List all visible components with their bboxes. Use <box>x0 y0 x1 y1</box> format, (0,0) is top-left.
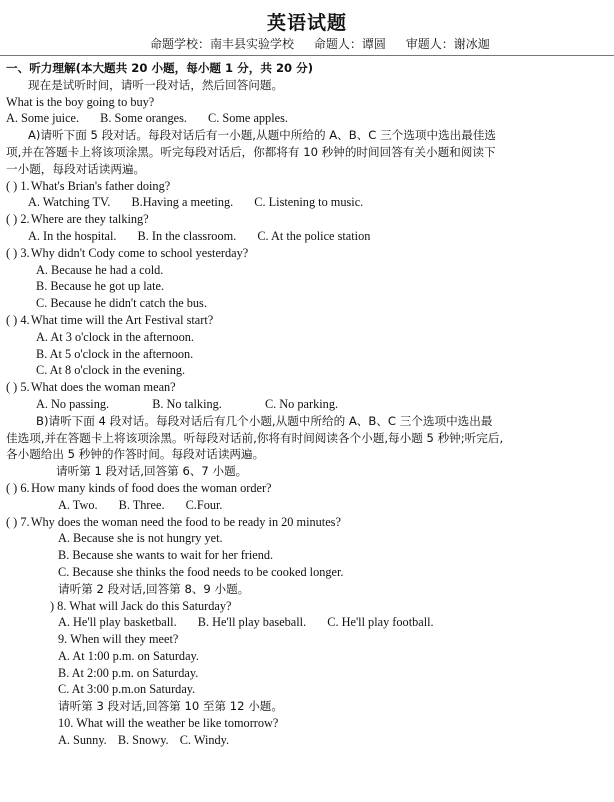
option: B.Having a meeting. <box>131 195 234 210</box>
option: A. At 3 o'clock in the afternoon. <box>36 329 194 344</box>
question-number: ( ) 5. <box>6 380 30 395</box>
question-text: What will Jack do this Saturday? <box>69 598 232 613</box>
part-a-instructions: 一小题，每段对话读两遍。 <box>6 161 146 176</box>
question <box>6 715 610 732</box>
section-heading: 一、听力理解(本大题共 20 小题，每小题 1 分，共 20 分) <box>6 61 314 75</box>
option: B. Snowy. <box>117 732 169 747</box>
option: C. Windy. <box>179 732 230 747</box>
question <box>6 379 610 396</box>
part-a-instructions: 项,并在答题卡上将该项涂黑。听完每段对话后，你都将有 10 秒钟的时间回答有关小题和阅读下 <box>6 144 496 159</box>
option: B. In the classroom. <box>137 228 237 243</box>
option: C. Because she thinks the food needs to be cooked longer. <box>58 564 344 579</box>
option: C. At the police station <box>257 228 371 243</box>
option: B. No talking. <box>152 396 222 411</box>
question-number: ( ) 4. <box>6 312 30 327</box>
option: C. Some apples. <box>208 111 288 126</box>
option: B. Some oranges. <box>100 111 187 126</box>
author-label: 命题人：谭圆 <box>313 37 386 51</box>
option: B. Because he got up late. <box>36 279 165 294</box>
question-text: What time will the Art Festival start? <box>30 312 214 327</box>
options <box>6 732 610 749</box>
question-number: ( ) 2. <box>6 212 30 227</box>
question <box>6 245 610 262</box>
question <box>6 514 610 531</box>
option: A. Some juice. <box>6 111 80 126</box>
question-number: 10. <box>58 716 74 731</box>
options <box>6 228 610 245</box>
option: B. He'll play baseball. <box>197 615 307 630</box>
option: A. In the hospital. <box>28 228 117 243</box>
question-text: What's Brian's father doing? <box>30 178 171 193</box>
page-title: 英语试题 <box>266 12 347 34</box>
option: B. At 2:00 p.m. on Saturday. <box>58 665 199 680</box>
section-intro: 现在是试听时间，请听一段对话，然后回答问题。 <box>28 77 284 92</box>
dialog-instruction: 请听第 1 段对话,回答第 6、7 小题。 <box>56 464 248 479</box>
exam-meta <box>150 35 506 52</box>
part-b-instructions: 佳选项,并在答题卡上将该项涂黑。听每段对话前,你将有时间阅读各个小题,每小题 5 秒钟;听完后, <box>6 430 504 445</box>
option: B. Three. <box>118 497 165 512</box>
header-divider <box>0 55 614 56</box>
question-text: When will they meet? <box>70 632 179 647</box>
option: A. No passing. <box>36 396 110 411</box>
question-text: What will the weather be like tomorrow? <box>76 716 279 731</box>
sample-options <box>6 110 610 127</box>
options <box>6 614 610 631</box>
part-b-instructions: 各小题给出 5 秒钟的作答时间。每段对话读两遍。 <box>6 447 265 462</box>
question <box>6 211 610 228</box>
option: A. At 1:00 p.m. on Saturday. <box>58 648 199 663</box>
option: B. Because she wants to wait for her friend. <box>58 548 274 563</box>
option: C. At 8 o'clock in the evening. <box>36 363 186 378</box>
dialog-instruction: 请听第 2 段对话,回答第 8、9 小题。 <box>58 581 250 596</box>
reviewer-label: 审题人：谢冰迦 <box>405 37 490 51</box>
question <box>6 598 610 615</box>
option: A. Because she is not hungry yet. <box>58 531 223 546</box>
option: C. He'll play football. <box>327 615 434 630</box>
question-number: ) 8. <box>50 598 67 613</box>
question-number: ( ) 6. <box>6 480 30 495</box>
question-text: What does the woman mean? <box>30 380 176 395</box>
options <box>6 194 610 211</box>
option: A. Because he had a cold. <box>36 262 164 277</box>
school-label: 命题学校：南丰县实验学校 <box>150 37 295 51</box>
question-text: How many kinds of food does the woman order? <box>31 480 272 495</box>
part-b-instructions: B)请听下面 4 段对话。每段对话后有几个小题,从题中所给的 A、B、C 三个选项中选出最 <box>36 413 493 428</box>
question <box>6 178 610 195</box>
option: C. Listening to music. <box>254 195 364 210</box>
options <box>6 396 610 413</box>
option: C.Four. <box>185 497 223 512</box>
option: C. No parking. <box>264 396 339 411</box>
question-text: Where are they talking? <box>30 212 149 227</box>
option: C. At 3:00 p.m.on Saturday. <box>58 682 196 697</box>
listening-section <box>6 60 610 749</box>
question-number: ( ) 7. <box>6 514 30 529</box>
question-number: ( ) 3. <box>6 245 30 260</box>
part-a-instructions: A)请听下面 5 段对话。每段对话后有一小题,从题中所给的 A、B、C 三个选项中选出最佳选 <box>28 128 497 143</box>
question-number: ( ) 1. <box>6 178 30 193</box>
question <box>6 480 610 497</box>
sample-question: What is the boy going to buy? <box>6 94 155 109</box>
option: A. Watching TV. <box>28 195 111 210</box>
option: A. Two. <box>58 497 98 512</box>
option: A. Sunny. <box>58 732 107 747</box>
question-text: Why didn't Cody come to school yesterday? <box>30 245 249 260</box>
option: C. Because he didn't catch the bus. <box>36 296 207 311</box>
dialog-instruction: 请听第 3 段对话,回答第 10 至第 12 小题。 <box>58 699 283 714</box>
option: B. At 5 o'clock in the afternoon. <box>36 346 194 361</box>
options <box>6 497 610 514</box>
question-text: Why does the woman need the food to be ready in 20 minutes? <box>30 514 341 529</box>
question <box>6 312 610 329</box>
question <box>6 631 610 648</box>
question-number: 9. <box>58 632 68 647</box>
option: A. He'll play basketball. <box>58 615 177 630</box>
